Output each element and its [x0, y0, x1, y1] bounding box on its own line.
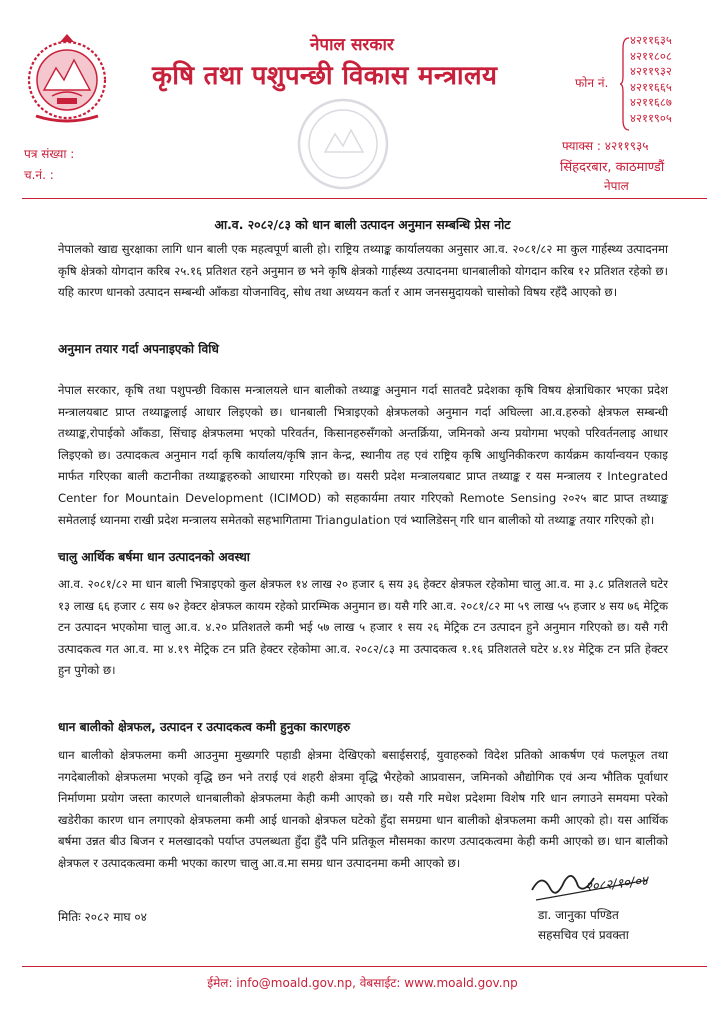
signer-title: सहसचिव एवं प्रवक्ता	[538, 928, 629, 942]
government-name: नेपाल सरकार	[310, 35, 394, 55]
phone-number: ४२११६६५	[630, 79, 672, 94]
status-heading: चालु आर्थिक बर्षमा धान उत्पादनको अवस्था	[58, 550, 250, 564]
phone-number: ४२११९०५	[630, 110, 672, 125]
brace-icon	[620, 36, 630, 132]
intro-paragraph: नेपालको खाद्य सुरक्षाका लागि धान बाली एक महत्वपूर्ण बाली हो। राष्ट्रिय तथ्याङ्क कार्यालयका अनुसार आ.व. २०८१/८२ मा कुल गार्हस्थ्य उत्पादनमा कृषि क्षेत्रको योगदान करिब २५.१६ प्रतिशत रहने अनुमान छ भने कृषि क्षेत्रको गार्हस्थ्य उत्पादनमा धानबालीको योगदान करिब १२ प्रतिशत रहेको छ। यहि कारण धानको उत्पादन सम्बन्धी आँकडा योजनाविद्, सोध तथा अध्ययन कर्ता र आम जनसमुदायको चासोको विषय रहँदै आएको छ।	[58, 242, 668, 300]
fax-number: फ्याक्स : ४२११९३५	[562, 139, 649, 153]
header-divider	[22, 198, 707, 199]
press-note-title: आ.व. २०८२/८३ को धान बाली उत्पादन अनुमान सम्बन्धि प्रेस नोट	[214, 217, 511, 232]
footer-divider	[22, 966, 707, 967]
dispatch-number-label: च.नं. :	[24, 168, 54, 182]
phone-label: फोन नं.	[575, 76, 609, 90]
address-line-2: नेपाल	[604, 179, 629, 193]
causes-heading: धान बालीको क्षेत्रफल, उत्पादन र उत्पादकत्व कमी हुनुका कारणहरु	[58, 720, 351, 734]
letter-number-label: पत्र संख्या :	[24, 147, 75, 161]
phone-number: ४२११९३२	[630, 64, 672, 78]
handwritten-date: २०८२/१०/०४	[584, 873, 649, 896]
status-paragraph: आ.व. २०८१/८२ मा धान बाली भित्राइएको कुल क्षेत्रफल १४ लाख २० हजार ६ सय ३६ हेक्टर क्षेत्रफल रहेकोमा चालु आ.व. मा ३.८ प्रतिशतले घटेर १३ लाख ६६ हजार ८ सय ७२ हेक्टर क्षेत्रफल कायम रहेको प्रारम्भिक अनुमान छ। यसै गरि आ.व. २०८१/८२ मा ५९ लाख ५५ हजार ४ सय ७६ मेट्रिक टन उत्पादन भएकोमा चालु आ.व. ४.२० प्रतिशतले कमी भई ५७ लाख ५ हजार १ सय २६ मेट्रिक टन उत्पादन हुने अनुमान गरिएको छ। यसै गरी उत्पादकत्व गत आ.व. मा ४.१९ मेट्रिक टन प्रति हेक्टर रहेकोमा आ.व. २०८२/८३ मा उत्पादकत्व १.१६ प्रतिशतले घटेर ४.१४ मेट्रिक टन प्रति हेक्टर हुन पुगेको छ।	[58, 577, 668, 678]
nepal-emblem-icon	[22, 30, 112, 126]
issue-date: मितिः २०८२ माघ ०४	[58, 910, 147, 924]
phone-number: ४२११८०८	[630, 48, 672, 63]
ministry-name: कृषि तथा पशुपन्छी विकास मन्त्रालय	[152, 61, 498, 91]
phone-number: ४२११६३५	[630, 33, 672, 47]
contact-footer: ईमेल: info@moald.gov.np, वेबसाईट: www.moald.gov.np	[207, 976, 518, 990]
causes-paragraph: धान बालीको क्षेत्रफलमा कमी आउनुमा मुख्यगरि पहाडी क्षेत्रमा देखिएको बसाईसराई, युवाहरुको विदेश प्रतिको आकर्षण एवं फलफूल तथा नगदेबालीको क्षेत्रफलमा भएको वृद्धि छन भने तराई एवं शहरी क्षेत्रमा वृद्धि भैरहेको आप्रवासन, जमिनको औद्योगिक एवं अन्य भौतिक पूर्वाधार निर्माणमा प्रयोग जस्ता कारणले धानबालीको क्षेत्रफलमा केही कमी आएको छ। यसै गरि मधेश प्रदेशमा विशेष गरि धान लगाउने समयमा परेको खडेरीका कारण धान लगाएको क्षेत्रफलमा कमी आई धानको क्षेत्रफल घटेको हुँदा समग्रमा धान बालीको क्षेत्रफलमा कमी आएको हो। यस आर्थिक बर्षमा उन्नत बीउ बिजन र मलखादको पर्याप्त उपलब्धता हुँदा हुँदै पनि प्रतिकूल मौसमका कारण उत्पादकत्वमा केही कमी आएको छ। धान बालीको क्षेत्रफल र उत्पादकत्वमा कमी भएका कारण चालु आ.व.मा समग्र धान उत्पादनमा कमी आएको छ।	[58, 748, 668, 870]
phone-number: ४२११६८७	[630, 95, 672, 109]
official-stamp-icon	[295, 96, 391, 192]
signer-name: डा. जानुका पण्डित	[538, 908, 619, 922]
phone-list	[630, 33, 672, 126]
method-paragraph: नेपाल सरकार, कृषि तथा पशुपन्छी विकास मन्त्रालयले धान बालीको तथ्याङ्क अनुमान गर्दा सातवटै प्रदेशका कृषि विषय क्षेत्राधिकार भएका प्रदेश मन्त्रालयबाट प्राप्त तथ्याङ्कलाई आधार लिइएको छ। धानबाली भित्राइएको क्षेत्रफलको अनुमान गर्दा अघिल्ला आ.व.हरुको क्षेत्रफल सम्बन्धी तथ्याङ्क,रोपाईको आँकडा, सिंचाइ क्षेत्रफलमा भएको परिवर्तन, किसानहरुसँगको अन्तर्क्रिया, जमिनको अन्य प्रयोगमा भएको परिवर्तनलाइ आधार लिइएको छ। उत्पादकत्व अनुमान गर्दा कृषि कार्यालय/कृषि ज्ञान केन्द्र, स्थानीय तह एवं राष्ट्रिय कृषि आधुनिकीकरण कार्यक्रम कार्यान्वयन एकाइ मार्फत गरिएका बाली कटानीका तथ्याङ्कहरुको आधारमा गरिएको छ। यसरी प्रदेश मन्त्रालयबाट प्राप्त तथ्याङ्क र यस मन्त्रालय र Integrated Center for Mountain Development (ICIMOD) को सहकार्यमा तयार गरिएको Remote Sensing २०२५ बाट प्राप्त तथ्याङ्क समेतलाई ध्यानमा राखी प्रदेश मन्त्रालय समेतको सहभागितामा Triangulation एवं भ्यालिडेसन् गरि धान बालीको यो तथ्याङ्क तयार गरिएको हो।	[58, 383, 668, 527]
method-heading: अनुमान तयार गर्दा अपनाइएको विधि	[58, 342, 219, 356]
address-line-1: सिंहदरबार, काठमाण्डौं	[560, 160, 665, 175]
